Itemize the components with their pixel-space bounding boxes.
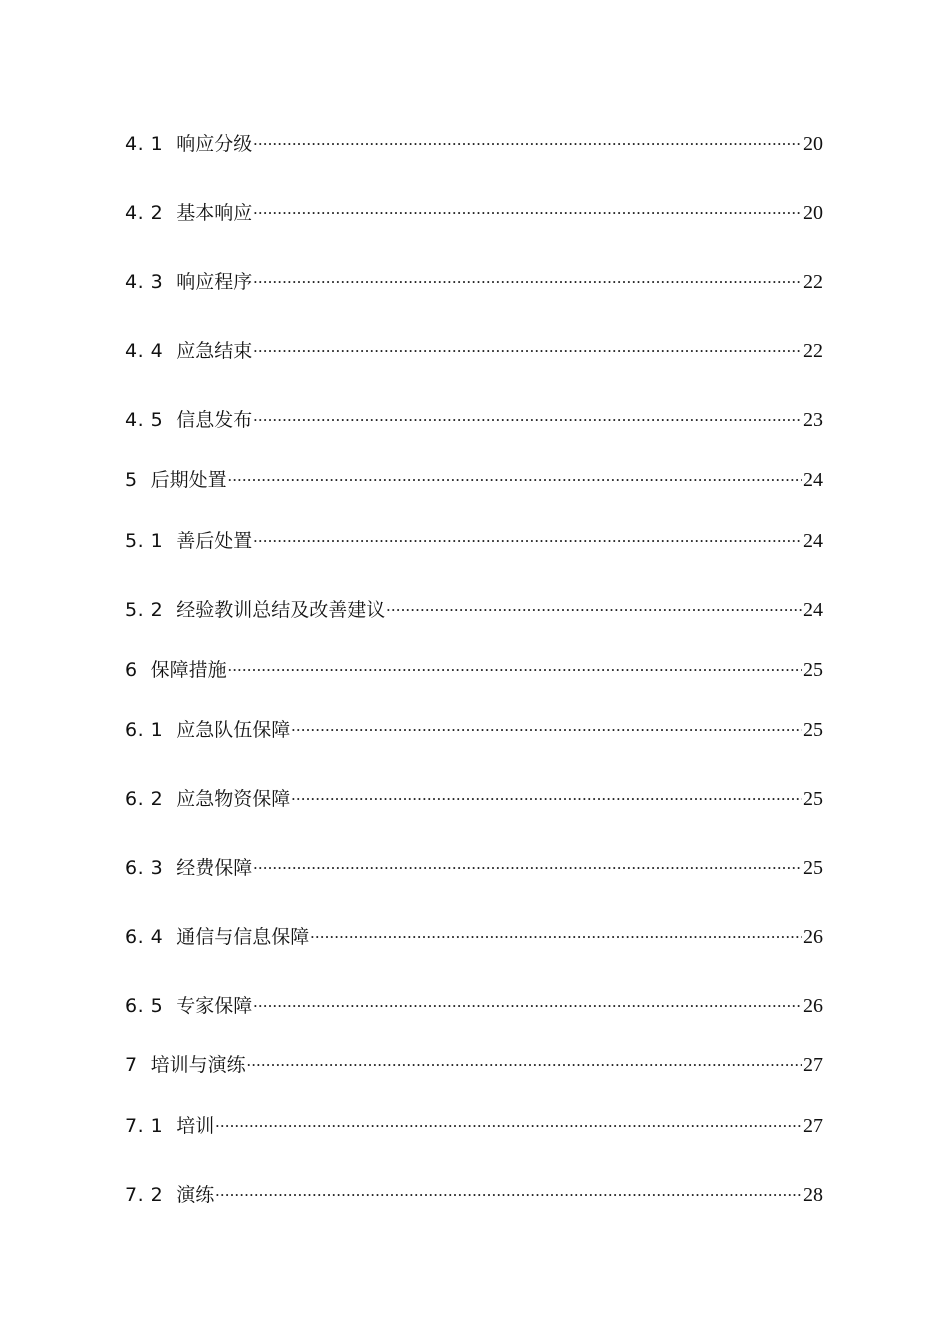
toc-entry-page: 26 (803, 995, 823, 1017)
toc-entry-title: 基本响应 (176, 202, 253, 224)
toc-entry-title: 经费保障 (176, 857, 253, 879)
toc-entry-number: 5 (125, 469, 138, 491)
toc-entry-page: 25 (803, 788, 823, 810)
toc-dot-leader (253, 191, 802, 219)
toc-entry-number: 5. 2 (125, 599, 164, 621)
toc-entry-title: 培训 (176, 1115, 215, 1137)
toc-entry-page: 27 (803, 1115, 823, 1137)
toc-entry[interactable] (125, 122, 823, 155)
toc-entry-number: 4. 4 (125, 340, 164, 362)
toc-entry-title: 响应程序 (176, 271, 253, 293)
toc-entry[interactable] (125, 588, 823, 621)
toc-dot-leader (228, 648, 802, 676)
toc-entry-number: 7. 1 (125, 1115, 164, 1137)
toc-entry-title: 善后处置 (176, 530, 253, 552)
toc-dot-leader (253, 398, 802, 426)
toc-entry-title: 应急物资保障 (176, 788, 291, 810)
toc-entry-title: 保障措施 (150, 659, 227, 681)
toc-entry[interactable] (125, 519, 823, 552)
toc-entry-number: 6 (125, 659, 138, 681)
toc-entry[interactable] (125, 1043, 823, 1076)
toc-entry[interactable] (125, 777, 823, 810)
toc-entry-page: 27 (803, 1054, 823, 1076)
toc-entry[interactable] (125, 1173, 823, 1206)
toc-entry-number: 5. 1 (125, 530, 164, 552)
toc-entry-number: 4. 2 (125, 202, 164, 224)
toc-entry[interactable] (125, 915, 823, 948)
toc-entry-page: 22 (803, 271, 823, 293)
toc-entry-number: 7. 2 (125, 1184, 164, 1206)
toc-entry-page: 25 (803, 719, 823, 741)
toc-entry-page: 24 (803, 469, 823, 491)
toc-dot-leader (253, 260, 802, 288)
toc-dot-leader (215, 1104, 802, 1132)
toc-entry-page: 20 (803, 133, 823, 155)
toc-entry-title: 信息发布 (176, 409, 253, 431)
toc-entry-number: 6. 4 (125, 926, 164, 948)
toc-entry-page: 24 (803, 599, 823, 621)
toc-entry-page: 20 (803, 202, 823, 224)
toc-dot-leader (310, 915, 802, 943)
toc-entry-page: 26 (803, 926, 823, 948)
toc-entry[interactable] (125, 846, 823, 879)
toc-entry-title: 响应分级 (176, 133, 253, 155)
toc-entry-page: 24 (803, 530, 823, 552)
toc-entry[interactable] (125, 984, 823, 1017)
toc-entry[interactable] (125, 648, 823, 681)
toc-entry-title: 专家保障 (176, 995, 253, 1017)
toc-entry-page: 23 (803, 409, 823, 431)
toc-entry-number: 6. 3 (125, 857, 164, 879)
toc-entry[interactable] (125, 1104, 823, 1137)
toc-dot-leader (228, 458, 802, 486)
toc-entry[interactable] (125, 398, 823, 431)
table-of-contents (125, 0, 823, 1344)
toc-dot-leader (247, 1043, 802, 1071)
toc-entry[interactable] (125, 329, 823, 362)
toc-dot-leader (253, 984, 802, 1012)
toc-entry-title: 演练 (176, 1184, 215, 1206)
toc-entry-page: 25 (803, 659, 823, 681)
toc-entry-title: 应急队伍保障 (176, 719, 291, 741)
toc-dot-leader (253, 122, 802, 150)
toc-entry[interactable] (125, 260, 823, 293)
toc-dot-leader (291, 777, 802, 805)
toc-dot-leader (215, 1173, 802, 1201)
toc-dot-leader (253, 519, 802, 547)
toc-entry[interactable] (125, 708, 823, 741)
toc-entry-page: 22 (803, 340, 823, 362)
toc-entry-title: 后期处置 (150, 469, 227, 491)
toc-entry-page: 28 (803, 1184, 823, 1206)
toc-entry-number: 6. 2 (125, 788, 164, 810)
toc-entry[interactable] (125, 458, 823, 491)
toc-entry-title: 培训与演练 (150, 1054, 246, 1076)
toc-entry-number: 7 (125, 1054, 138, 1076)
toc-dot-leader (291, 708, 802, 736)
toc-dot-leader (253, 846, 802, 874)
toc-dot-leader (253, 329, 802, 357)
toc-entry-number: 4. 1 (125, 133, 164, 155)
toc-entry[interactable] (125, 191, 823, 224)
toc-entry-title: 经验教训总结及改善建议 (176, 599, 386, 621)
toc-entry-number: 6. 1 (125, 719, 164, 741)
toc-dot-leader (386, 588, 802, 616)
toc-entry-title: 应急结束 (176, 340, 253, 362)
toc-entry-title: 通信与信息保障 (176, 926, 310, 948)
toc-entry-number: 6. 5 (125, 995, 164, 1017)
toc-entry-number: 4. 5 (125, 409, 164, 431)
toc-entry-number: 4. 3 (125, 271, 164, 293)
toc-entry-page: 25 (803, 857, 823, 879)
